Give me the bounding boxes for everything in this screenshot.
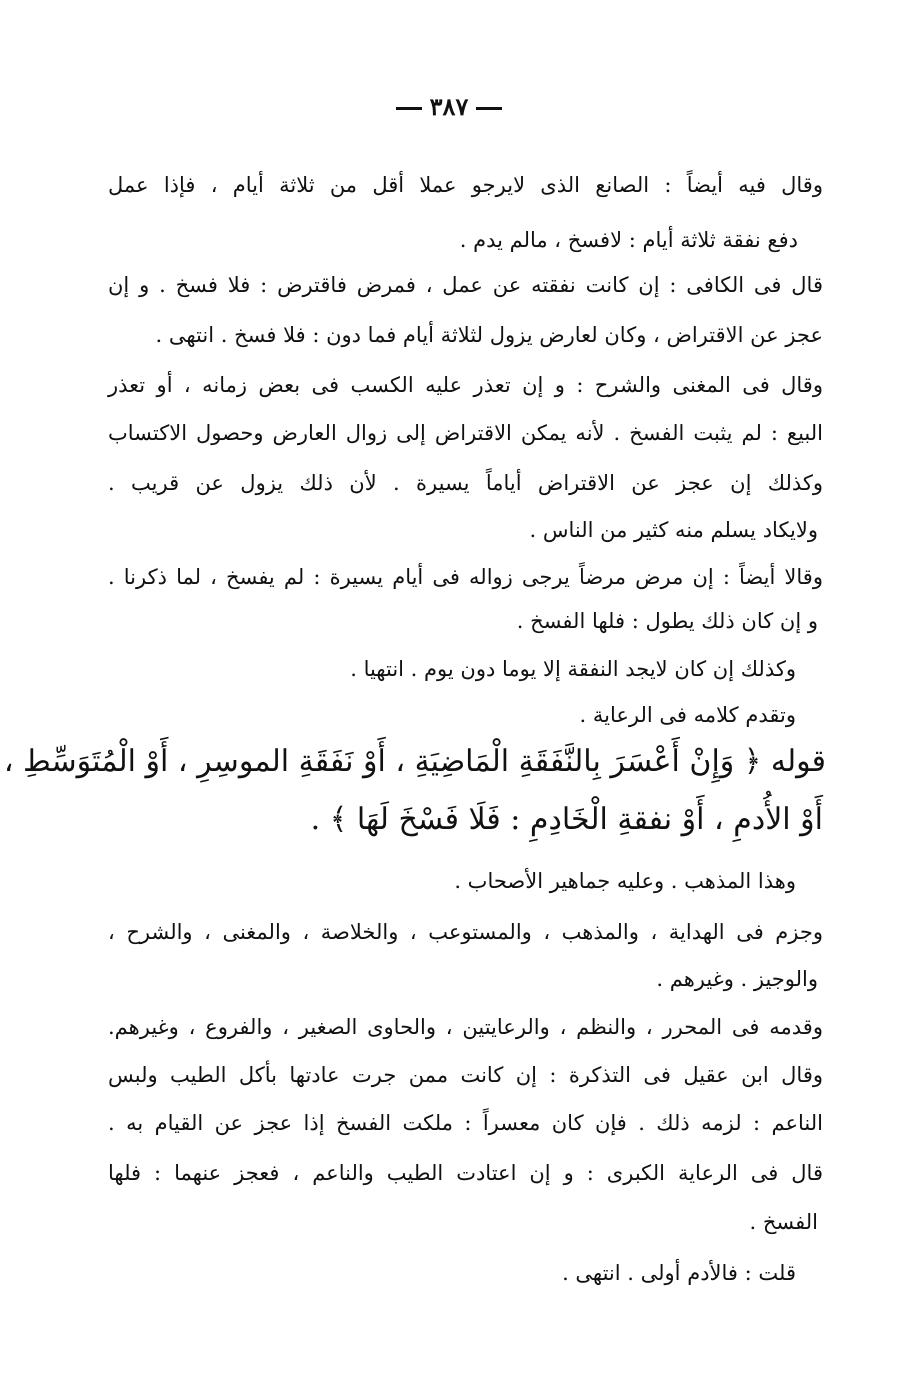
page-number-text: ٣٨٧ — [429, 92, 469, 121]
text-line: وجزم فى الهداية ، والمذهب ، والمستوعب ، والخلاصة ، والمغنى ، والشرح ، — [108, 920, 823, 944]
text-line: عجز عن الاقتراض ، وكان لعارض يزول لثلاثة أيام فما دون : فلا فسخ . انتهى . — [155, 323, 823, 347]
text-line: الفسخ . — [749, 1210, 818, 1234]
text-line: دفع نفقة ثلاثة أيام : لافسخ ، مالم يدم . — [459, 228, 798, 252]
text-line: و إن كان ذلك يطول : فلها الفسخ . — [516, 609, 818, 633]
page-number-dash-left — [396, 107, 422, 110]
page-number — [0, 92, 898, 121]
text-line: وهذا المذهب . وعليه جماهير الأصحاب . — [454, 869, 796, 893]
text-line: قلت : فالأدم أولى . انتهى . — [562, 1261, 796, 1285]
text-line: البيع : لم يثبت الفسخ . لأنه يمكن الاقتراض إلى زوال العارض وحصول الاكتساب — [108, 421, 823, 445]
text-line: وقالا أيضاً : إن مرض مرضاً يرجى زواله فى أيام يسيرة : لم يفسخ ، لما ذكرنا . — [108, 565, 823, 589]
quoted-text-line: أَوْ الأُدمِ ، أَوْ نفقةِ الْخَادِمِ : فَلَا فَسْخَ لَهَا ﴾ . — [310, 802, 823, 837]
text-line: ولايكاد يسلم منه كثير من الناس . — [529, 518, 818, 542]
text-line: والوجيز . وغيرهم . — [656, 967, 818, 991]
text-line: وقال ابن عقيل فى التذكرة : إن كانت ممن جرت عادتها بأكل الطيب ولبس — [108, 1063, 823, 1087]
text-line: وتقدم كلامه فى الرعاية . — [579, 703, 796, 727]
text-line: وكذلك إن كان لايجد النفقة إلا يوما دون يوم . انتهيا . — [350, 657, 796, 681]
text-line: قال فى الكافى : إن كانت نفقته عن عمل ، فمرض فاقترض : فلا فسخ . و إن — [108, 273, 823, 297]
text-line: وقدمه فى المحرر ، والنظم ، والرعايتين ، والحاوى الصغير ، والفروع ، وغيرهم. — [108, 1015, 823, 1039]
text-line: وقال فيه أيضاً : الصانع الذى لايرجو عملا أقل من ثلاثة أيام ، فإذا عمل — [108, 173, 823, 197]
text-line: وكذلك إن عجز عن الاقتراض أياماً يسيرة . لأن ذلك يزول عن قريب . — [108, 471, 823, 495]
page-number-dash-right — [476, 107, 502, 110]
text-line: الناعم : لزمه ذلك . فإن كان معسراً : ملكت الفسخ إذا عجز عن القيام به . — [108, 1111, 823, 1135]
text-line: وقال فى المغنى والشرح : و إن تعذر عليه الكسب فى بعض زمانه ، أو تعذر — [108, 373, 823, 397]
text-line: قال فى الرعاية الكبرى : و إن اعتادت الطيب والناعم ، فعجز عنهما : فلها — [108, 1161, 823, 1185]
quoted-text-line: قوله ﴿ وَإِنْ أَعْسَرَ بِالنَّفَقَةِ الْمَاضِيَةِ ، أَوْ نَفَقَةِ الموسِرِ ، أَوْ الْمُتَوَسِّطِ ، — [3, 744, 826, 779]
